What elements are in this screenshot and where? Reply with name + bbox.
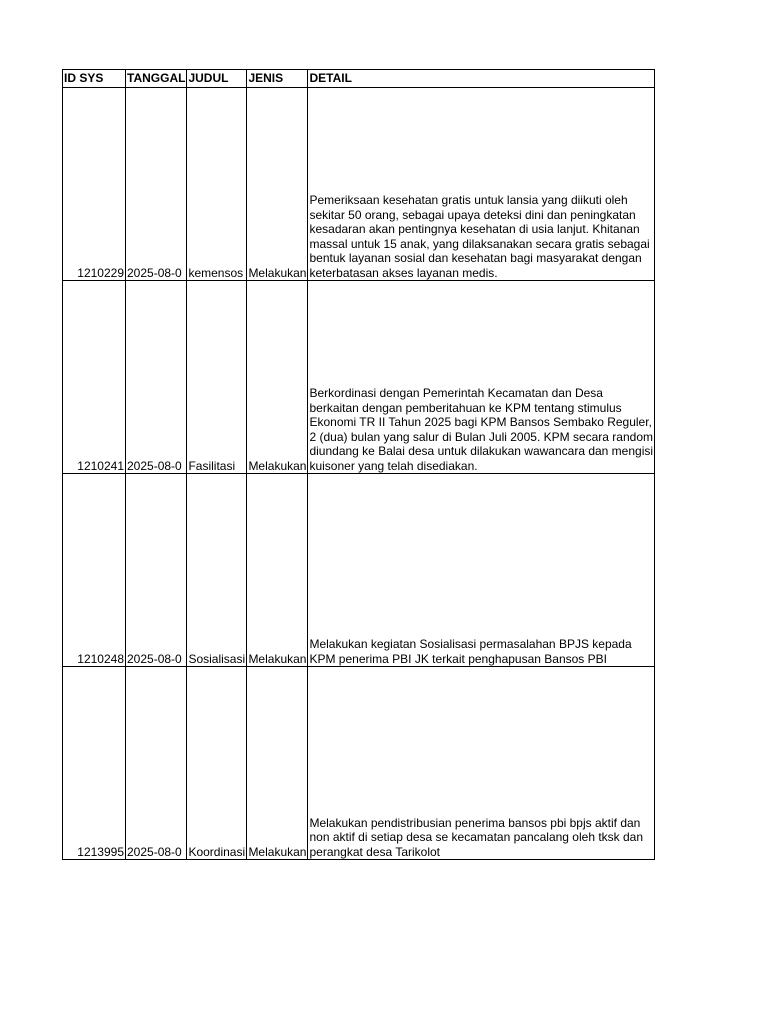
cell-detail: Melakukan pendistribusian penerima bansos pbi bpjs aktif dan non aktif di setiap desa se kecamatan pancalang oleh tksk dan perangkat desa Tarikolot xyxy=(308,667,655,860)
header-jenis: JENIS xyxy=(247,70,308,88)
cell-judul: Fasilitasi xyxy=(187,281,247,474)
cell-tanggal: 2025-08-0 xyxy=(126,88,187,281)
cell-id-sys: 1210241 xyxy=(63,281,126,474)
cell-jenis: Melakukan xyxy=(247,474,308,667)
cell-tanggal: 2025-08-0 xyxy=(126,474,187,667)
cell-jenis: Melakukan xyxy=(247,281,308,474)
cell-id-sys: 1213995 xyxy=(63,667,126,860)
table-row xyxy=(63,667,655,860)
cell-detail: Melakukan kegiatan Sosialisasi permasalahan BPJS kepada KPM penerima PBI JK terkait penghapusan Bansos PBI xyxy=(308,474,655,667)
cell-judul: Koordinasi xyxy=(187,667,247,860)
cell-id-sys: 1210229 xyxy=(63,88,126,281)
cell-jenis: Melakukan xyxy=(247,88,308,281)
header-judul: JUDUL xyxy=(187,70,247,88)
activity-table xyxy=(62,69,655,860)
cell-detail: Pemeriksaan kesehatan gratis untuk lansia yang diikuti oleh sekitar 50 orang, sebagai upaya deteksi dini dan peningkatan kesadaran akan pentingnya kesehatan di usia lanjut. Khitanan massal untuk 15 anak, yang dilaksanakan secara gratis sebagai bentuk layanan sosial dan kesehatan bagi masyarakat dengan keterbatasan akses layanan medis. xyxy=(308,88,655,281)
cell-tanggal: 2025-08-0 xyxy=(126,281,187,474)
table-row xyxy=(63,474,655,667)
cell-detail: Berkordinasi dengan Pemerintah Kecamatan dan Desa berkaitan dengan pemberitahuan ke KPM tentang stimulus Ekonomi TR II Tahun 2025 bagi KPM Bansos Sembako Reguler, 2 (dua) bulan yang salur di Bulan Juli 2005. KPM secara random diundang ke Balai desa untuk dilakukan wawancara dan mengisi kuisoner yang telah disediakan. xyxy=(308,281,655,474)
header-detail: DETAIL xyxy=(308,70,655,88)
cell-judul: kemensos xyxy=(187,88,247,281)
cell-judul: Sosialisasi xyxy=(187,474,247,667)
cell-jenis: Melakukan xyxy=(247,667,308,860)
cell-tanggal: 2025-08-0 xyxy=(126,667,187,860)
header-id-sys: ID SYS xyxy=(63,70,126,88)
table-row xyxy=(63,281,655,474)
table-row xyxy=(63,88,655,281)
header-tanggal: TANGGAL xyxy=(126,70,187,88)
cell-id-sys: 1210248 xyxy=(63,474,126,667)
header-row xyxy=(63,70,655,88)
